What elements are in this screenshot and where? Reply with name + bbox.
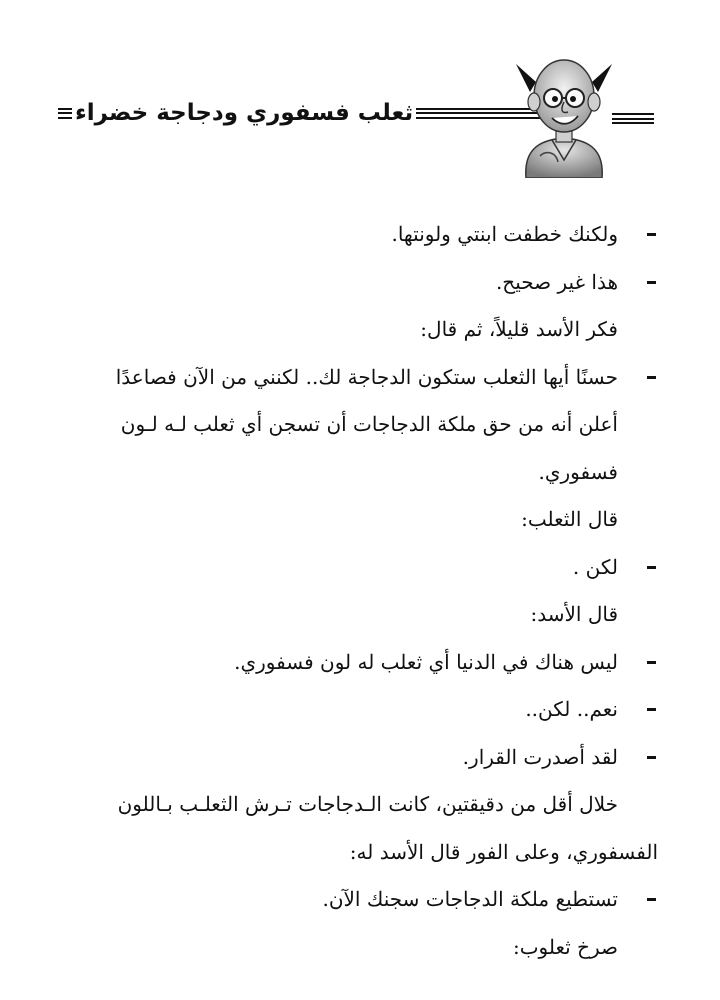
page-title: ثعلب فسفوري ودجاجة خضراء xyxy=(75,100,414,126)
line-text: الفسفوري، وعلى الفور قال الأسد له: xyxy=(349,839,658,864)
dash-marker xyxy=(647,281,656,284)
dash-marker xyxy=(647,898,656,901)
dialogue-continuation xyxy=(58,450,658,498)
line-text: قال الثعلب: xyxy=(521,507,618,531)
line-text: أعلن أنه من حق ملكة الدجاجات أن تسجن أي ثعلب لـه لـون xyxy=(120,412,618,436)
line-text: خلال أقل من دقيقتين، كانت الـدجاجات تـرش الثعلـب بـاللون xyxy=(117,792,618,816)
dash-marker xyxy=(647,661,656,664)
dialogue-line xyxy=(58,735,658,783)
narration-line xyxy=(58,782,658,830)
line-text: لقد أصدرت القرار. xyxy=(462,744,618,769)
line-text: تستطيع ملكة الدجاجات سجنك الآن. xyxy=(322,887,618,911)
line-text: ولكنك خطفت ابنتي ولونتها. xyxy=(391,222,618,246)
dash-marker xyxy=(647,233,656,236)
dialogue-line xyxy=(58,260,658,308)
dialogue-continuation xyxy=(58,402,658,450)
dialogue-line xyxy=(58,355,658,403)
dialogue-line xyxy=(58,640,658,688)
line-text: هذا غير صحيح. xyxy=(495,269,618,294)
dialogue-line xyxy=(58,687,658,735)
line-text: فكر الأسد قليلاً، ثم قال: xyxy=(420,317,618,341)
cartoon-character-illustration xyxy=(512,52,616,178)
title-rule-far-right xyxy=(612,113,654,124)
dash-marker xyxy=(647,756,656,759)
line-text: حسنًا أيها الثعلب ستكون الدجاجة لك.. لكنني من الآن فصاعدًا xyxy=(115,364,618,389)
narration-line xyxy=(58,497,658,545)
dialogue-line xyxy=(58,877,658,925)
dash-marker xyxy=(647,376,656,379)
line-text: نعم.. لكن.. xyxy=(525,697,618,721)
narration-line xyxy=(58,592,658,640)
line-text: صرخ ثعلوب: xyxy=(512,934,618,959)
line-text: ليس هناك في الدنيا أي ثعلب له لون فسفوري. xyxy=(234,649,618,674)
story-text xyxy=(58,212,658,972)
dash-marker xyxy=(647,708,656,711)
dash-marker xyxy=(647,566,656,569)
title-banner xyxy=(58,100,566,126)
line-text: فسفوري. xyxy=(538,459,618,484)
line-text: قال الأسد: xyxy=(530,602,618,626)
dialogue-line xyxy=(58,545,658,593)
line-text: لكن . xyxy=(572,554,618,579)
narration-line xyxy=(58,307,658,355)
narration-continuation xyxy=(58,830,658,878)
dialogue-line xyxy=(58,212,658,260)
title-rule-left xyxy=(58,108,72,119)
narration-line xyxy=(58,925,658,973)
